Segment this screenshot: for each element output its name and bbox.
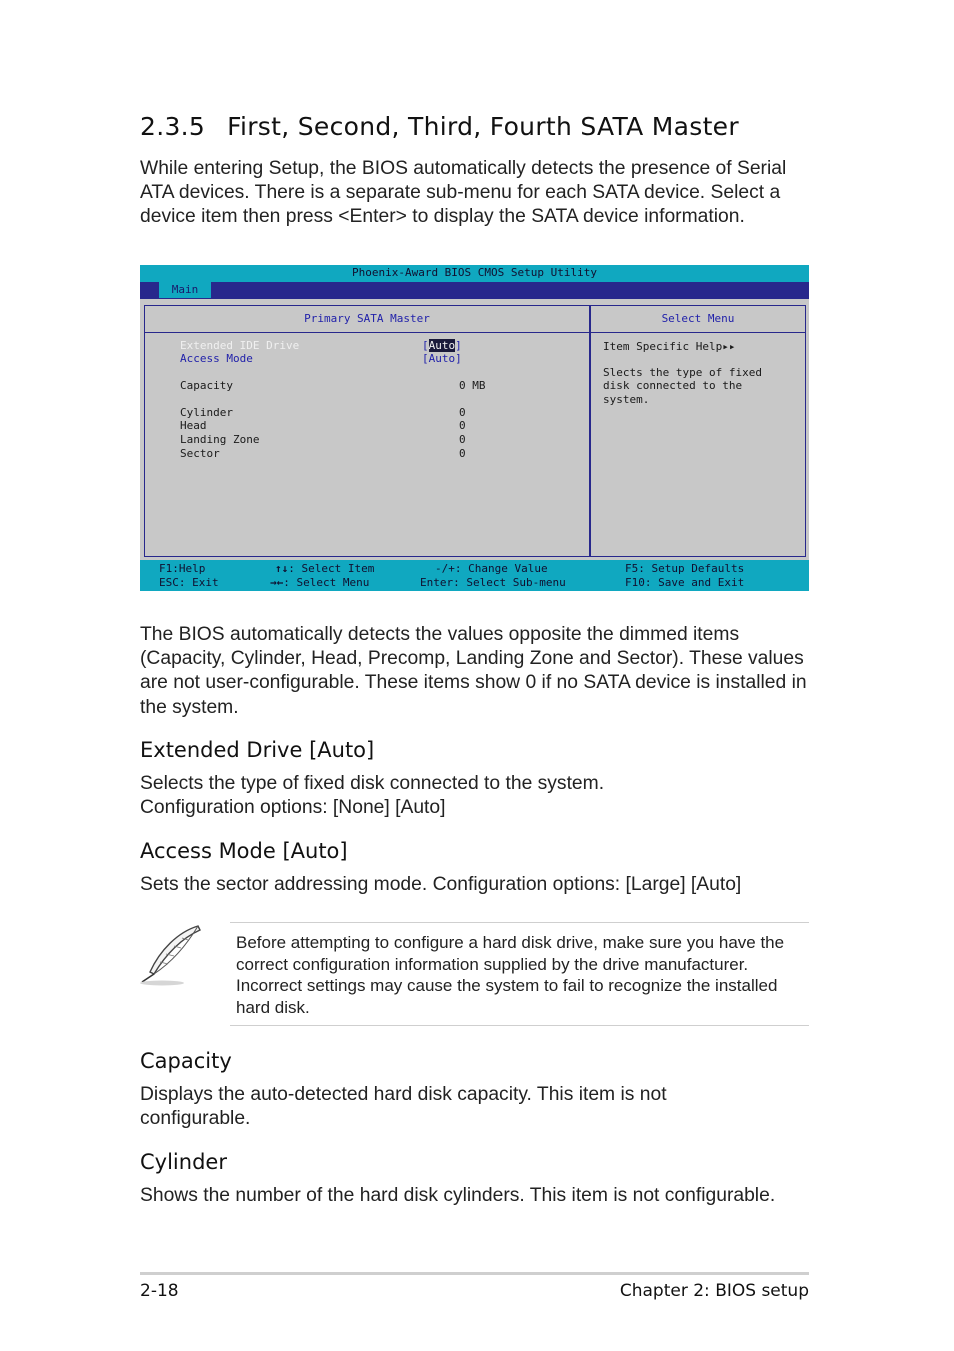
bios-value-access-mode[interactable]: [Auto] <box>422 352 462 365</box>
bios-key-select-item-text: : Select Item <box>288 562 375 575</box>
bios-item-landing-zone: Landing Zone <box>180 433 260 446</box>
bios-key-select-menu <box>270 576 369 590</box>
bios-value-capacity: 0 MB <box>459 379 486 392</box>
bios-right-panel <box>590 305 806 557</box>
bios-value-highlight: Auto <box>428 339 456 352</box>
bios-key-f1-help: F1:Help <box>159 562 206 575</box>
bios-item-access-mode[interactable]: Access Mode <box>180 352 253 365</box>
bios-key-setup-defaults: F5: Setup Defaults <box>625 562 745 575</box>
bios-item-capacity: Capacity <box>180 379 233 392</box>
bios-value-cylinder: 0 <box>459 406 466 419</box>
bios-menu-bar <box>140 282 809 299</box>
up-down-arrows-icon: ↑↓ <box>275 562 289 575</box>
section-heading <box>140 112 739 141</box>
bios-key-select-item <box>275 562 374 576</box>
section-title: First, Second, Third, Fourth SATA Master <box>227 112 739 141</box>
extended-drive-heading: Extended Drive [Auto] <box>140 738 375 762</box>
bios-tab-main[interactable]: Main <box>159 282 211 298</box>
section-number: 2.3.5 <box>140 112 206 141</box>
bios-key-select-menu-text: : Select Menu <box>283 576 370 589</box>
note-box <box>230 922 809 1026</box>
bios-value-sector: 0 <box>459 447 466 460</box>
bios-help-line-2: disk connected to the <box>603 379 743 392</box>
bios-item-sector: Sector <box>180 447 220 460</box>
bios-value-extended-ide-drive[interactable]: [Auto] <box>422 339 462 352</box>
bios-left-panel-title: Primary SATA Master <box>145 306 589 333</box>
double-triangle-right-icon: ▸▸ <box>722 340 736 353</box>
bios-key-save-exit: F10: Save and Exit <box>625 576 745 589</box>
bios-key-change-value: -/+: Change Value <box>435 562 548 575</box>
note-text: Before attempting to configure a hard disk drive, make sure you have the correct configuration information supplied by the drive manufacturer. Incorrect settings may cause the system to fail to recognize the installed hard disk. <box>236 933 785 1017</box>
bios-left-panel <box>144 305 590 557</box>
bios-help-line-1: Slects the type of fixed <box>603 366 762 379</box>
bios-item-extended-ide-drive[interactable]: Extended IDE Drive <box>180 339 300 352</box>
cylinder-text: Shows the number of the hard disk cylinders. This item is not configurable. <box>140 1185 776 1206</box>
bios-help-title <box>603 340 735 353</box>
bios-screenshot <box>140 265 809 591</box>
bios-help-title-text: Item Specific Help <box>603 340 723 353</box>
left-right-arrows-icon: →← <box>270 576 284 589</box>
bios-right-panel-title: Select Menu <box>591 306 805 333</box>
chapter-label: Chapter 2: BIOS setup <box>619 1281 809 1301</box>
bios-help-line-3: system. <box>603 393 650 406</box>
extended-drive-line-1: Selects the type of fixed disk connected to the system. <box>140 773 605 794</box>
access-mode-heading: Access Mode [Auto] <box>140 839 348 863</box>
intro-paragraph: While entering Setup, the BIOS automatically detects the presence of Serial ATA devices. There is a separate sub-menu for each SATA device. Select a device item then press <Enter> to display the SATA device information. <box>140 158 787 228</box>
capacity-text: Displays the auto-detected hard disk capacity. This item is not configurable. <box>140 1084 667 1130</box>
auto-detect-paragraph: The BIOS automatically detects the values opposite the dimmed items (Capacity, Cylinder, Head, Precomp, Landing Zone and Sector). These values are not user-configurable. These items show 0 if no SATA device is installed in the system. <box>140 624 807 718</box>
extended-drive-line-2: Configuration options: [None] [Auto] <box>140 797 446 818</box>
capacity-heading: Capacity <box>140 1049 232 1073</box>
page-number: 2-18 <box>140 1281 179 1301</box>
cylinder-heading: Cylinder <box>140 1150 227 1174</box>
footer-divider <box>140 1272 809 1275</box>
bios-footer <box>140 560 809 591</box>
bios-item-cylinder: Cylinder <box>180 406 233 419</box>
bios-value-head: 0 <box>459 419 466 432</box>
access-mode-text: Sets the sector addressing mode. Configuration options: [Large] [Auto] <box>140 874 742 895</box>
feather-pen-icon <box>138 922 208 988</box>
bios-item-head: Head <box>180 419 207 432</box>
bios-title-bar: Phoenix-Award BIOS CMOS Setup Utility <box>140 265 809 282</box>
bios-key-select-submenu: Enter: Select Sub-menu <box>420 576 566 589</box>
bios-value-landing-zone: 0 <box>459 433 466 446</box>
bios-key-esc-exit: ESC: Exit <box>159 576 219 589</box>
